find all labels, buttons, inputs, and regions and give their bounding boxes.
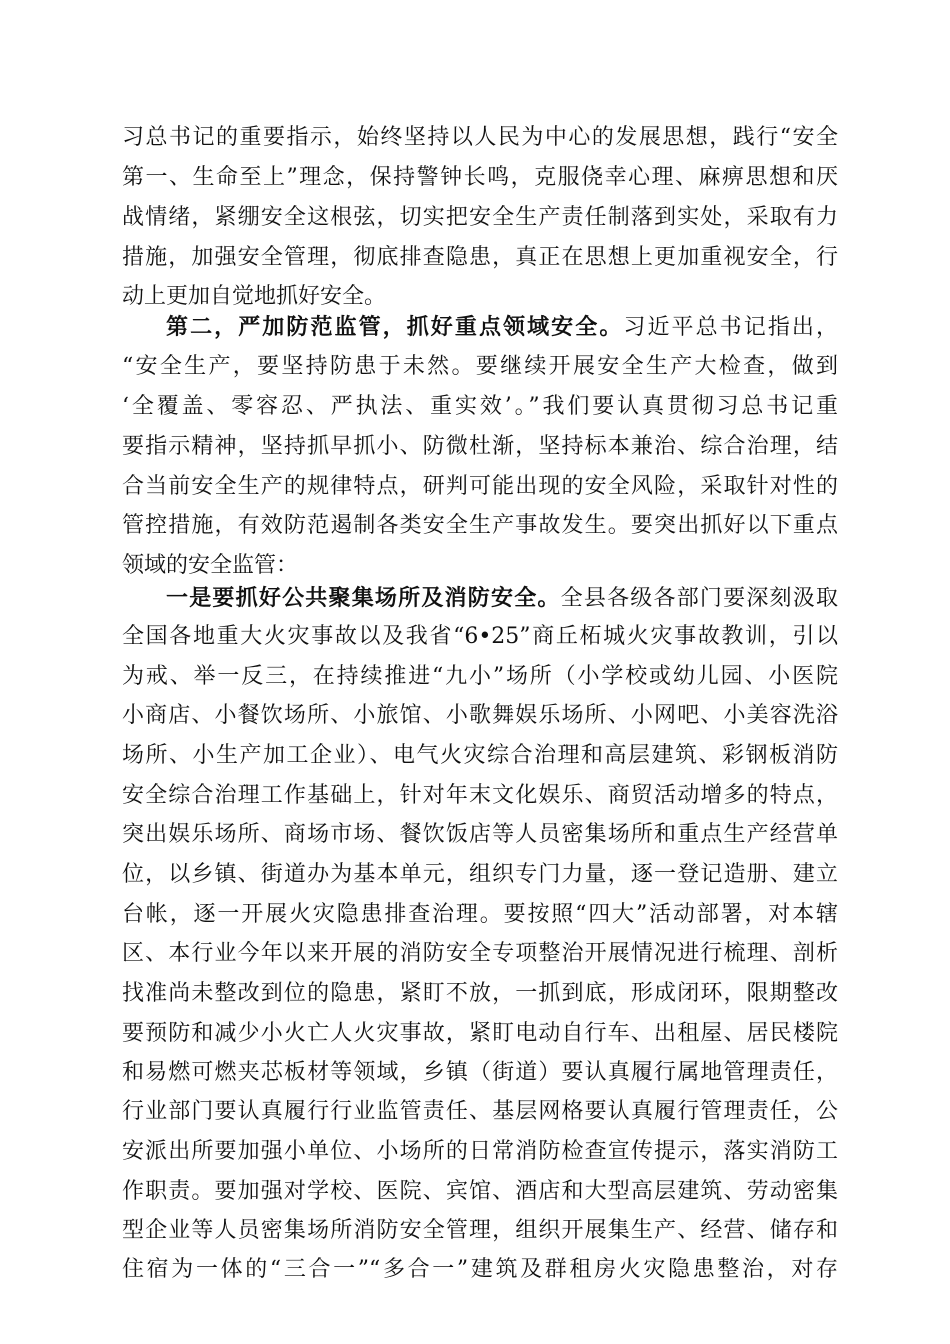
text-line: 全国各地重大火灾事故以及我省“6•25”商丘柘城火灾事故教训，引以 [122,624,838,649]
text-line: 领域的安全监管： [122,553,299,578]
text-line: 小商店、小餐饮场所、小旅馆、小歌舞娱乐场所、小网吧、小美容洗浴 [122,703,838,728]
text-line: 住宿为一体的“三合一”“多合一”建筑及群租房火灾隐患整治，对存 [122,1257,838,1282]
text-line: 合当前安全生产的规律特点，研判可能出现的安全风险，采取针对性的 [122,474,838,499]
heading-rest-text: 习近平总书记指出， [623,315,838,340]
heading-rest-text: 全县各级各部门要深刻汲取 [560,586,838,611]
section-heading: 一是要抓好公共聚集场所及消防安全。 [166,585,561,611]
section-heading: 第二，严加防范监管，抓好重点领域安全。 [166,314,624,340]
text-line: 区、本行业今年以来开展的消防安全专项整治开展情况进行梳理、剖析 [122,941,838,966]
paragraph-first-line [166,307,838,347]
text-line: 找准尚未整改到位的隐患，紧盯不放，一抓到底，形成闭环，限期整改 [122,981,838,1006]
text-line: 位，以乡镇、街道办为基本单元，组织专门力量，逐一登记造册、建立 [122,862,838,887]
text-line: 和易燃可燃夹芯板材等领域，乡镇（街道）要认真履行属地管理责任， [122,1060,838,1085]
text-line: 场所、小生产加工企业）、电气火灾综合治理和高层建筑、彩钢板消防 [122,743,838,768]
text-line: 突出娱乐场所、商场市场、餐饮饭店等人员密集场所和重点生产经营单 [122,822,838,847]
text-line: 管控措施，有效防范遏制各类安全生产事故发生。要突出抓好以下重点 [122,513,838,538]
text-line: 作职责。要加强对学校、医院、宾馆、酒店和大型高层建筑、劳动密集 [122,1179,838,1204]
text-line: 型企业等人员密集场所消防安全管理，组织开展集生产、经营、储存和 [122,1218,838,1243]
text-line: 措施，加强安全管理，彻底排查隐患，真正在思想上更加重视安全，行 [122,245,838,270]
text-line: ‘全覆盖、零容忍、严执法、重实效’。”我们要认真贯彻习总书记重 [122,394,838,419]
text-line: 第一、生命至上”理念，保持警钟长鸣，克服侥幸心理、麻痹思想和厌 [122,165,838,190]
text-line: 安全综合治理工作基础上，针对年末文化娱乐、商贸活动增多的特点， [122,783,838,808]
text-line: 习总书记的重要指示，始终坚持以人民为中心的发展思想，践行“安全 [122,125,838,150]
text-line: 要预防和减少小火亡人火灾事故，紧盯电动自行车、出租屋、居民楼院 [122,1021,838,1046]
text-line: 动上更加自觉地抓好安全。 [122,284,387,309]
text-line: 为戒、举一反三，在持续推进“九小”场所（小学校或幼儿园、小医院 [122,664,838,689]
text-line: 安派出所要加强小单位、小场所的日常消防检查宣传提示，落实消防工 [122,1139,838,1164]
paragraph-first-line [166,578,838,618]
text-line: “安全生产，要坚持防患于未然。要继续开展安全生产大检查，做到 [122,354,838,379]
text-line: 要指示精神，坚持抓早抓小、防微杜渐，坚持标本兼治、综合治理，结 [122,434,838,459]
text-line: 行业部门要认真履行行业监管责任、基层网格要认真履行管理责任，公 [122,1099,838,1124]
text-line: 战情绪，紧绷安全这根弦，切实把安全生产责任制落到实处，采取有力 [122,205,838,230]
text-line: 台帐，逐一开展火灾隐患排查治理。要按照“四大”活动部署，对本辖 [122,902,838,927]
